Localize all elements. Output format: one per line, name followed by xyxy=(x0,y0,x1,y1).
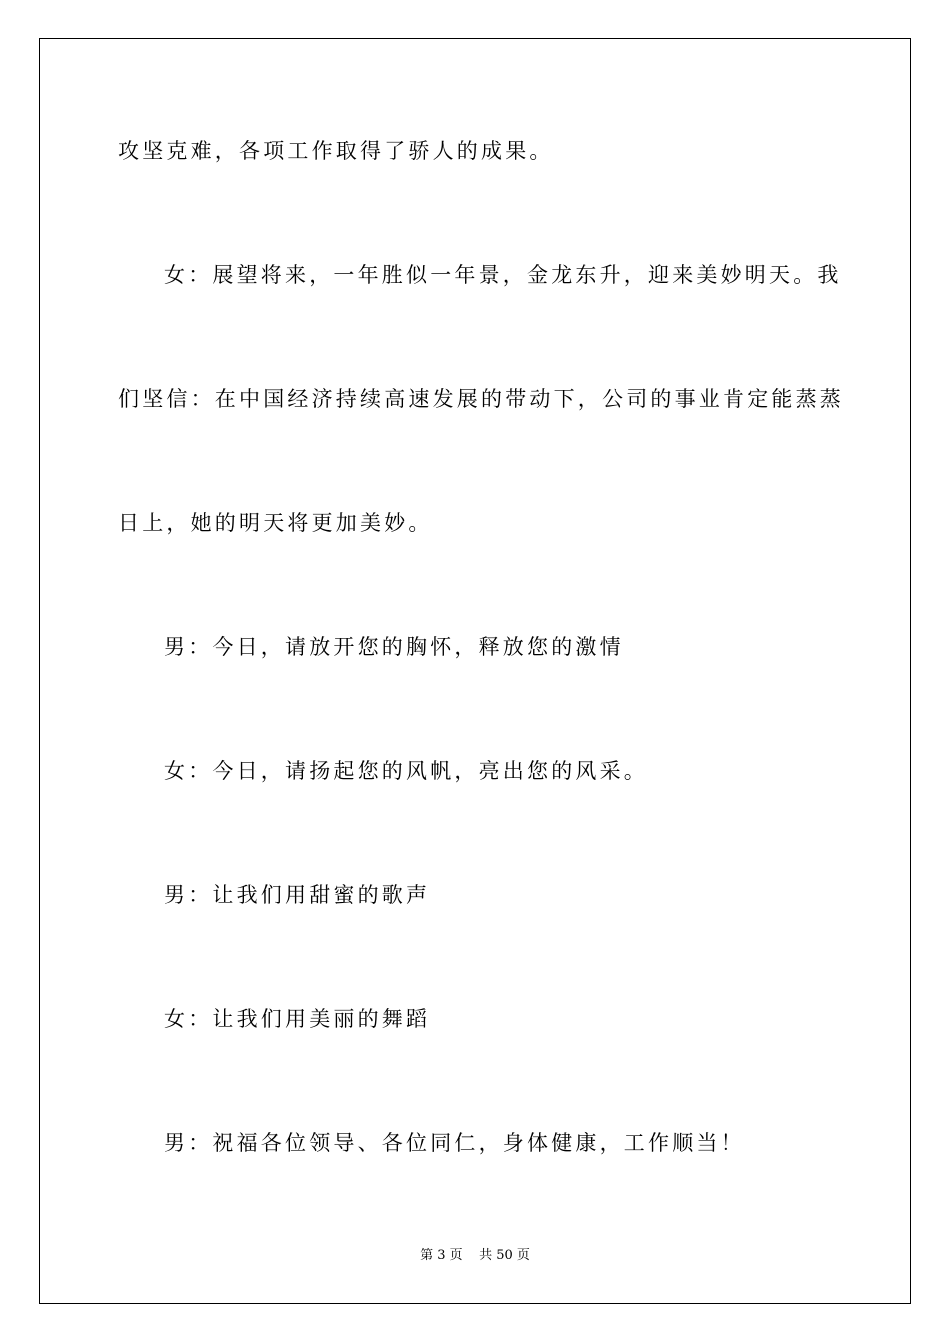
text-line-3: 们坚信：在中国经济持续高速发展的带动下，公司的事业肯定能蒸蒸 xyxy=(118,387,844,411)
page-border xyxy=(39,38,911,1304)
text-line-2: 女：展望将来，一年胜似一年景，金龙东升，迎来美妙明天。我 xyxy=(164,263,842,287)
text-line-4: 日上，她的明天将更加美妙。 xyxy=(118,511,433,535)
text-line-5: 男：今日，请放开您的胸怀，释放您的激情 xyxy=(164,635,624,659)
text-line-1: 攻坚克难，各项工作取得了骄人的成果。 xyxy=(118,139,554,163)
text-line-8: 女：让我们用美丽的舞蹈 xyxy=(164,1007,431,1031)
text-line-9: 男：祝福各位领导、各位同仁，身体健康，工作顺当！ xyxy=(164,1131,745,1155)
text-line-6: 女：今日，请扬起您的风帆，亮出您的风采。 xyxy=(164,759,648,783)
text-line-7: 男：让我们用甜蜜的歌声 xyxy=(164,883,431,907)
page-number-footer: 第 3 页 共 50 页 xyxy=(420,1248,530,1263)
